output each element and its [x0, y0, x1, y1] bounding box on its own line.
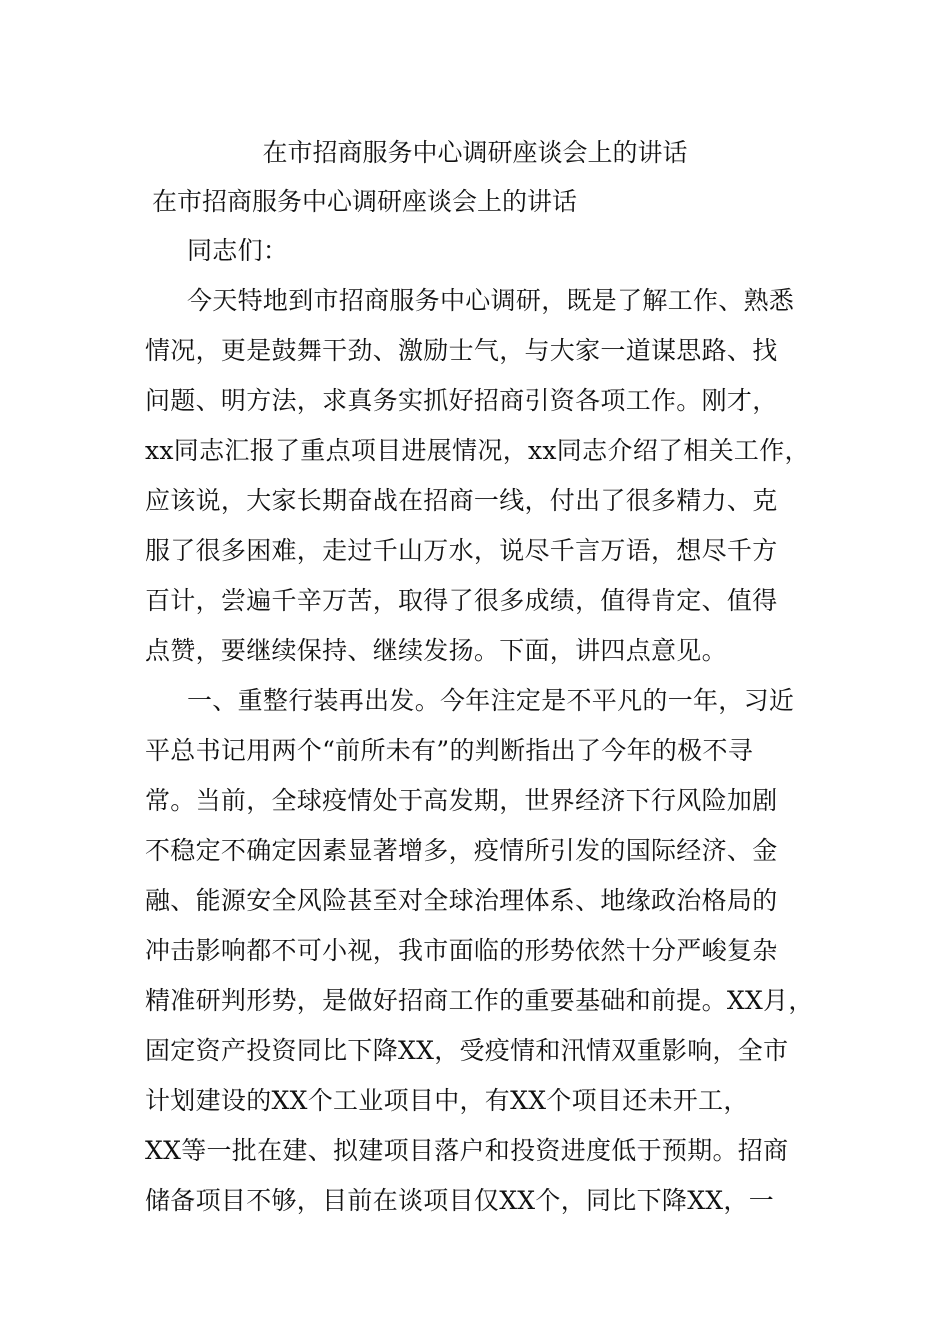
document-subtitle: 在市招商服务中心调研座谈会上的讲话	[152, 187, 578, 216]
body-line: 精准研判形势，是做好招商工作的重要基础和前提。XX月，	[145, 986, 814, 1015]
body-line: 应该说，大家长期奋战在招商一线，付出了很多精力、克	[145, 486, 778, 515]
body-line: 一、重整行装再出发。今年注定是不平凡的一年，习近	[187, 686, 795, 715]
salutation-line: 同志们：	[187, 236, 289, 265]
body-line: 融、能源安全风险甚至对全球治理体系、地缘政治格局的	[145, 886, 778, 915]
body-line: 问题、明方法，求真务实抓好招商引资各项工作。刚才，	[145, 386, 778, 415]
document-title: 在市招商服务中心调研座谈会上的讲话	[262, 138, 688, 167]
body-line: 冲击影响都不可小视，我市面临的形势依然十分严峻复杂	[145, 936, 778, 965]
body-line: 情况，更是鼓舞干劲、激励士气，与大家一道谋思路、找	[145, 336, 778, 365]
body-line: 平总书记用两个“前所未有”的判断指出了今年的极不寻	[145, 736, 754, 765]
body-line: 今天特地到市招商服务中心调研，既是了解工作、熟悉	[187, 286, 795, 315]
body-line: 计划建设的XX个工业项目中，有XX个项目还未开工，	[145, 1086, 749, 1115]
body-line: xx同志汇报了重点项目进展情况，xx同志介绍了相关工作，	[145, 436, 810, 465]
body-line: 不稳定不确定因素显著增多，疫情所引发的国际经济、金	[145, 836, 778, 865]
body-line: 常。当前，全球疫情处于高发期，世界经济下行风险加剧	[145, 786, 778, 815]
body-line: 服了很多困难，走过千山万水，说尽千言万语，想尽千方	[145, 536, 778, 565]
body-line: 点赞，要继续保持、继续发扬。下面，讲四点意见。	[145, 636, 727, 665]
body-line: 固定资产投资同比下降XX，受疫情和汛情双重影响，全市	[145, 1036, 789, 1065]
body-line: 百计，尝遍千辛万苦，取得了很多成绩，值得肯定、值得	[145, 586, 778, 615]
body-line: XX等一批在建、拟建项目落户和投资进度低于预期。招商	[145, 1136, 789, 1165]
body-line: 储备项目不够，目前在谈项目仅XX个，同比下降XX，一	[145, 1186, 774, 1215]
